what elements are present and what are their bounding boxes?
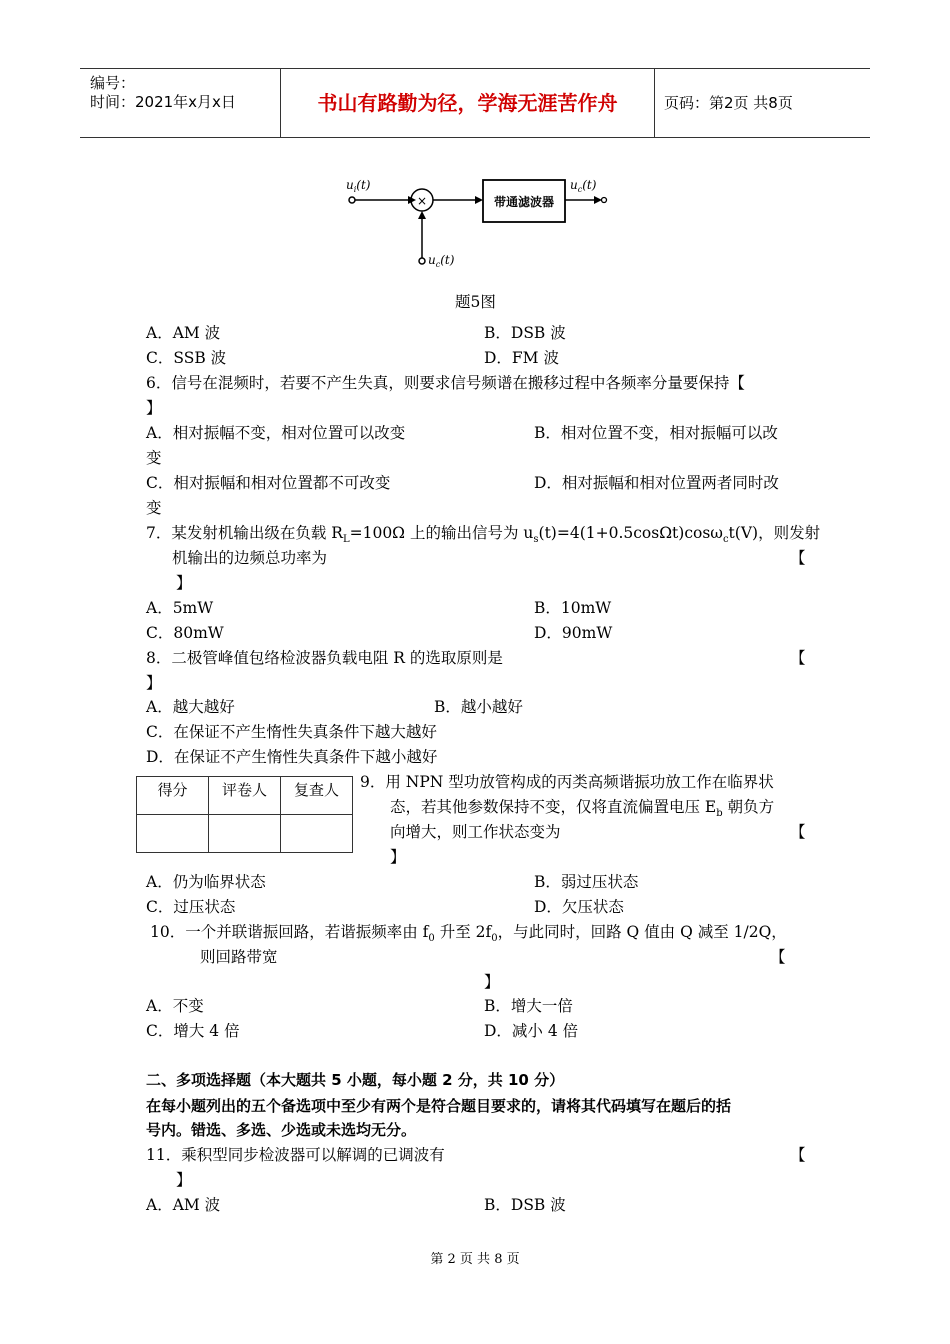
reviewer-cell[interactable] [281,815,353,853]
q6-option-c: C．相对振幅和相对位置都不可改变 [146,474,391,492]
q6-stem: 6．信号在混频时，若要不产生失真，则要求信号频谱在搬移过程中各频率分量要保持【 [146,374,745,392]
q10-option-c: C．增大 4 倍 [146,1022,240,1040]
q8-option-a: A．越大越好 [146,698,235,716]
q9-bracket-open: 【 [790,823,806,841]
q9-stem-line2: 态，若其他参数保持不变，仅将直流偏置电压 $E_b$ 朝负方 [390,798,775,820]
section2-instructions-line1: 在每小题列出的五个备选项中至少有两个是符合题目要求的，请将其代码填写在题后的括 [146,1097,732,1115]
page-header [80,68,870,138]
carrier-terminal [419,258,425,264]
q7-option-c: C．80mW [146,624,224,642]
q8-bracket-open: 【 [790,649,806,667]
q11-bracket-close: 】 [176,1171,192,1189]
q6-option-d: D．相对振幅和相对位置两者同时改 [534,474,779,492]
q6-option-d-cont: 变 [146,499,162,517]
q9-bracket-close: 】 [390,848,406,866]
q11-bracket-open: 【 [790,1146,806,1164]
q5-option-c: C．SSB 波 [146,349,227,367]
q7-option-d: D．90mW [534,624,613,642]
q11-option-a: A．AM 波 [146,1196,221,1214]
q11-option-b: B．DSB 波 [484,1196,566,1214]
header-page-info: 页码：第2页 共8页 [664,94,793,112]
input-terminal [349,197,355,203]
q6-option-b: B．相对位置不变，相对振幅可以改 [534,424,778,442]
q9-option-d: D．欠压状态 [534,898,624,916]
block-diagram [330,170,620,275]
section2-instructions-line2: 号内。错选、多选、少选或未选均无分。 [146,1121,417,1139]
q10-option-b: B．增大一倍 [484,997,573,1015]
q8-stem: 8．二极管峰值包络检波器负载电阻 R 的选取原则是 [146,649,503,667]
grader-cell[interactable] [209,815,281,853]
q5-option-d: D．FM 波 [484,349,559,367]
q8-bracket-close: 】 [146,674,162,692]
q9-stem-line3: 向增大，则工作状态变为 [390,823,561,841]
q10-bracket-close: 】 [484,973,500,991]
carrier-arrow [418,211,426,219]
q10-stem-line2: 则回路带宽 [200,948,278,966]
input-signal-label: $u_i(t)$ [346,178,371,194]
grader-header: 评卷人 [209,777,281,815]
q7-option-a: A．5mW [146,599,214,617]
mid-arrow [475,196,483,204]
q9-option-c: C．过压状态 [146,898,236,916]
q7-stem: 7．某发射机输出级在负载 $R_L=100\Omega$ 上的输出信号为 $u_s(t)=4(1+0.5\cos\Omega t)\cos\omega_ct(V)$，则发射 [146,524,821,546]
score-table [136,776,353,853]
filter-label: 带通滤波器 [493,195,555,209]
multiplier-symbol: × [416,194,428,208]
q8-option-d: D．在保证不产生惰性失真条件下越小越好 [146,748,438,766]
q9-option-a: A．仍为临界状态 [146,873,266,891]
date-text: 时间：2021年x月x日 [90,93,236,111]
output-terminal [602,198,607,203]
q6-option-a: A．相对振幅不变，相对位置可以改变 [146,424,406,442]
q8-option-b: B．越小越好 [434,698,523,716]
q5-option-a: A．AM 波 [146,324,221,342]
q8-option-c: C．在保证不产生惰性失真条件下越大越好 [146,723,437,741]
q10-option-d: D．减小 4 倍 [484,1022,579,1040]
q9-option-b: B．弱过压状态 [534,873,639,891]
page-footer: 第 2 页 共 8 页 [430,1252,520,1267]
q10-option-a: A．不变 [146,997,204,1015]
output-signal-label: $u_c(t)$ [570,178,597,194]
output-arrow [594,196,602,204]
section2-title: 二、多项选择题（本大题共 5 小题，每小题 2 分，共 10 分） [146,1071,565,1089]
header-motto: 书山有路勤为径，学海无涯苦作舟 [280,69,655,137]
serial-label: 编号： [90,74,136,92]
q9-stem-line1: 9．用 NPN 型功放管构成的丙类高频谐振功放工作在临界状 [360,773,774,791]
q6-bracket-close: 】 [146,399,162,417]
figure-caption: 题5图 [455,293,496,311]
q10-bracket-open: 【 [770,948,786,966]
score-cell[interactable] [137,815,209,853]
q5-option-b: B．DSB 波 [484,324,566,342]
reviewer-header: 复查人 [281,777,353,815]
score-header: 得分 [137,777,209,815]
q6-option-b-cont: 变 [146,449,162,467]
q10-stem: 10．一个并联谐振回路，若谐振频率由 $f_0$ 升至 $2f_0$，与此同时，回路 Q 值由 Q 减至 1/2Q， [150,923,787,945]
q7-option-b: B．10mW [534,599,612,617]
q7-bracket-close: 】 [176,574,192,592]
carrier-signal-label: $u_c(t)$ [428,253,455,269]
q7-bracket-open: 【 [790,549,806,567]
q11-stem: 11．乘积型同步检波器可以解调的已调波有 [146,1146,445,1164]
q7-stem-line2: 机输出的边频总功率为 [172,549,328,567]
header-left [80,69,280,137]
